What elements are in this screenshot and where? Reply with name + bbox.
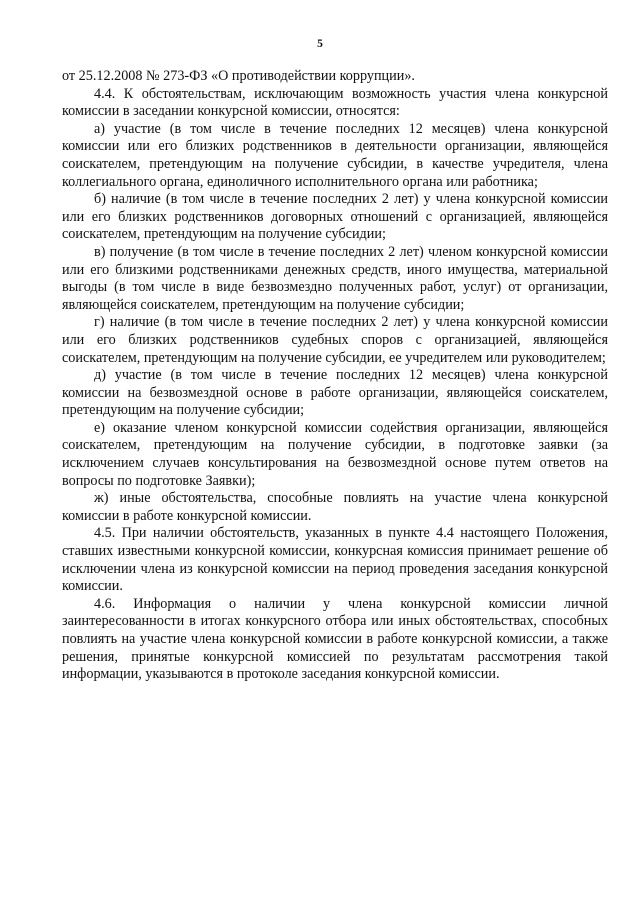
paragraph-continuation: от 25.12.2008 № 273-ФЗ «О противодействии коррупции». [62, 68, 415, 84]
paragraph-4-4-a: а) участие (в том числе в течение последних 12 месяцев) члена конкурсной комиссии или его близких родственников в деятельности организации, являющейся соискателем, претендующим на получение субсидии, в качестве учредителя, члена коллегиального органа, единоличного исполнительного органа или работника; [62, 120, 608, 190]
paragraph-4-4-b: б) наличие (в том числе в течение последних 2 лет) у члена конкурсной комиссии или его близких родственников договорных отношений с организацией, являющейся соискателем, претендующим на получение субсидии; [62, 191, 608, 243]
paragraph-4-4-d: д) участие (в том числе в течение последних 12 месяцев) члена конкурсной комиссии на безвозмездной основе в работе организации, являющейся соискателем, претендующим на получение субсидии; [62, 367, 608, 419]
paragraph-4-4-zh: ж) иные обстоятельства, способные повлиять на участие члена конкурсной комиссии в работе конкурсной комиссии. [62, 490, 608, 524]
paragraph-4-4-g: г) наличие (в том числе в течение последних 2 лет) у члена конкурсной комиссии или его близких родственников судебных споров с организацией, являющейся соискателем, претендующим на получение субсидии, ее учредителем или руководителем; [62, 314, 608, 366]
document-body [62, 68, 608, 684]
paragraph-4-6: 4.6. Информация о наличии у члена конкурсной комиссии личной заинтересованности в итогах конкурсного отбора или иных обстоятельствах, способных повлиять на участие члена конкурсной комиссии в работе конкурсной комиссии, а также решения, принятые конкурсной комиссией по результатам рассмотрения такой информации, указываются в протоколе заседания конкурсной комиссии. [62, 595, 608, 683]
paragraph-4-4: 4.4. К обстоятельствам, исключающим возможность участия члена конкурсной комиссии в заседании конкурсной комиссии, относятся: [62, 85, 608, 120]
paragraph-4-5: 4.5. При наличии обстоятельств, указанных в пункте 4.4 настоящего Положения, ставших известными конкурсной комиссии, конкурсная комиссия принимает решение об исключении члена из конкурсной комиссии на период проведения заседания конкурсной комиссии. [62, 525, 608, 595]
page-number: 5 [317, 38, 323, 50]
paragraph-4-4-e: е) оказание членом конкурсной комиссии содействия организации, являющейся соискателем, претендующим на получение субсидии, в подготовке заявки (за исключением случаев консультирования на безвозмездной основе путем ответов на вопросы по подготовке Заявки); [62, 419, 608, 489]
paragraph-4-4-v: в) получение (в том числе в течение последних 2 лет) членом конкурсной комиссии или его близкими родственниками денежных средств, иного имущества, материальной выгоды (в том числе в виде безвозмездно полученных работ, услуг) от организации, являющейся соискателем, претендующим на получение субсидии; [62, 243, 608, 313]
